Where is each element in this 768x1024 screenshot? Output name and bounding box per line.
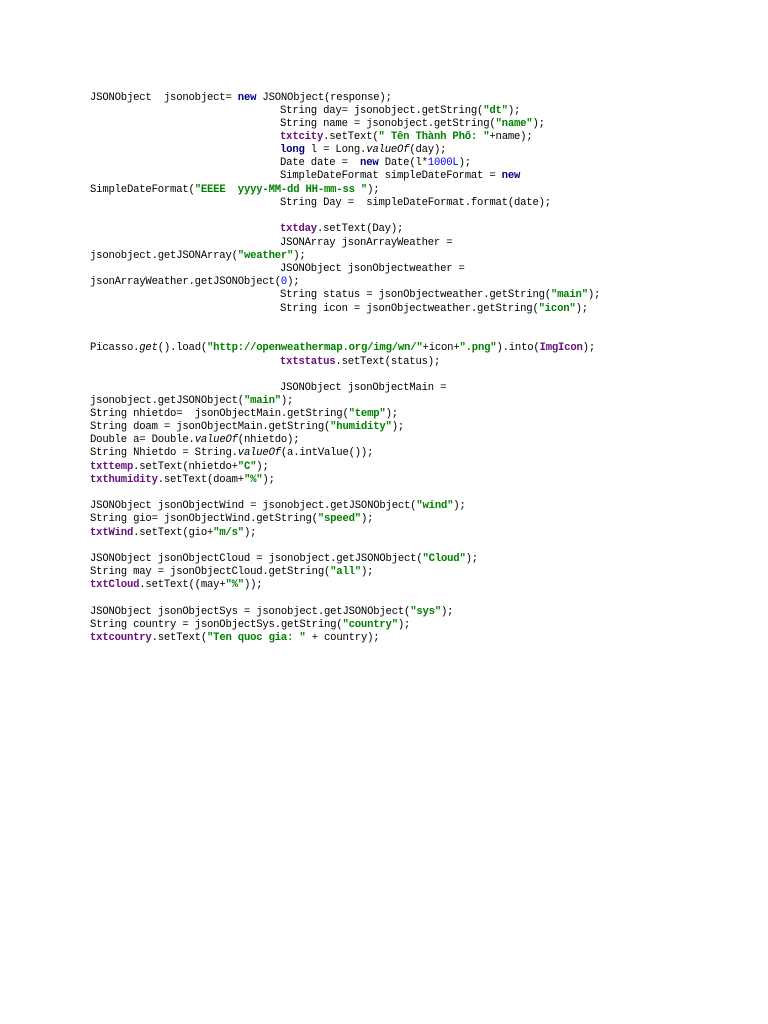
code-line: [90, 434, 299, 447]
code-token: + country);: [305, 632, 380, 644]
code-token: txthumidity: [90, 474, 158, 486]
code-token: .setText(: [151, 632, 207, 644]
code-token: long: [280, 144, 305, 156]
code-line: [280, 382, 446, 395]
code-token: );: [397, 619, 411, 631]
code-token: );: [262, 474, 275, 486]
code-token: JSONObject(response);: [256, 92, 392, 104]
code-token: (day);: [409, 144, 447, 156]
code-token: String may = jsonObjectCloud.getString(: [90, 566, 331, 578]
code-line: [90, 500, 466, 513]
code-token: "all": [330, 566, 361, 578]
code-token: "sys": [410, 606, 441, 618]
code-token: "wind": [416, 500, 454, 512]
code-token: txtcity: [280, 131, 324, 143]
code-line: [90, 92, 392, 105]
code-token: "speed": [317, 513, 361, 525]
code-token: );: [465, 553, 478, 565]
code-line: [280, 118, 545, 131]
code-token: JSONObject jsonObjectMain =: [280, 382, 447, 394]
code-token: .setText(: [323, 131, 379, 143]
code-token: "http://openweathermap.org/img/wn/": [207, 342, 423, 354]
code-token: .setText(nhietdo+: [133, 461, 238, 473]
code-token: );: [440, 606, 454, 618]
code-token: (a.intValue());: [280, 447, 374, 459]
code-token: JSONObject jsonObjectweather =: [280, 263, 465, 275]
code-token: SimpleDateFormat simpleDateFormat =: [280, 170, 502, 182]
code-token: new: [360, 157, 379, 169]
code-token: );: [360, 513, 374, 525]
code-line: [90, 474, 275, 487]
code-token: valueOf: [194, 434, 238, 446]
code-line: [280, 263, 465, 276]
code-token: "main": [550, 289, 588, 301]
code-token: txtWind: [90, 527, 134, 539]
code-line: [90, 408, 398, 421]
code-line: [90, 421, 404, 434]
code-token: );: [575, 303, 588, 315]
code-token: "%": [243, 474, 263, 486]
code-token: .setText(doam+: [157, 474, 244, 486]
code-token: ".png": [459, 342, 497, 354]
code-token: );: [391, 421, 405, 433]
code-token: .setText(Day);: [316, 223, 404, 235]
code-token: SimpleDateFormat(: [90, 184, 195, 196]
code-token: "weather": [237, 250, 294, 262]
code-line: [90, 579, 262, 592]
code-token: valueOf: [237, 447, 281, 459]
code-line: [90, 566, 373, 579]
code-line: [90, 342, 595, 355]
code-token: ).into(: [496, 342, 540, 354]
code-token: String gio= jsonObjectWind.getString(: [90, 513, 318, 525]
code-token: JSONObject jsonobject=: [90, 92, 238, 104]
code-token: new: [501, 170, 521, 182]
code-line: [280, 237, 452, 250]
code-token: jsonArrayWeather.getJSONObject(: [90, 276, 281, 288]
code-token: l = Long.: [304, 144, 367, 156]
code-token: "Ten quoc gia: ": [207, 632, 306, 644]
code-token: );: [367, 184, 380, 196]
code-token: "humidity": [330, 421, 392, 433]
code-line: [280, 105, 520, 118]
code-token: Double a= Double.: [90, 434, 195, 446]
code-token: txtstatus: [280, 356, 336, 368]
code-line: [280, 356, 440, 369]
code-line: [280, 131, 532, 144]
code-line: [280, 157, 471, 170]
code-token: "C": [237, 461, 257, 473]
code-token: Date date =: [280, 157, 361, 169]
code-line: [90, 606, 453, 619]
code-token: );: [280, 395, 294, 407]
code-token: String Nhietdo = String.: [90, 447, 238, 459]
code-token: +icon+: [422, 342, 460, 354]
code-token: String name = jsonobject.getString(: [280, 118, 496, 130]
code-token: );: [385, 408, 398, 420]
code-token: );: [360, 566, 374, 578]
code-token: txtcountry: [90, 632, 152, 644]
code-line: [90, 250, 306, 263]
code-token: "%": [225, 579, 244, 591]
code-token: jsonobject.getJSONObject(: [90, 395, 244, 407]
code-line: [90, 619, 410, 632]
code-line: [90, 461, 269, 474]
code-token: "dt": [483, 105, 508, 117]
code-token: JSONArray jsonArrayWeather =: [280, 237, 453, 249]
code-token: );: [293, 250, 306, 262]
code-token: ().load(: [157, 342, 208, 354]
code-line: [280, 289, 600, 302]
code-token: "icon": [538, 303, 576, 315]
code-token: "main": [243, 395, 281, 407]
code-token: txtCloud: [90, 579, 140, 591]
code-line: [90, 447, 373, 460]
code-token: get: [139, 342, 158, 354]
code-token: );: [532, 118, 545, 130]
code-token: " Tên Thành Phố: ": [378, 131, 490, 143]
code-line: [280, 144, 446, 157]
code-token: txttemp: [90, 461, 134, 473]
code-token: "Cloud": [422, 553, 466, 565]
code-token: Date(l*: [378, 157, 428, 169]
code-token: String country = jsonObjectSys.getString(: [90, 619, 343, 631]
code-token: );: [458, 157, 471, 169]
code-token: "m/s": [213, 527, 244, 539]
code-token: JSONObject jsonObjectSys = jsonobject.getJSONObject(: [90, 606, 411, 618]
code-token: String nhietdo= jsonObjectMain.getString(: [90, 408, 349, 420]
code-token: );: [587, 289, 601, 301]
code-line: [90, 632, 379, 645]
code-token: );: [287, 276, 300, 288]
code-token: Picasso.: [90, 342, 140, 354]
code-token: );: [243, 527, 257, 539]
code-token: valueOf: [366, 144, 410, 156]
code-line: [90, 184, 379, 197]
code-token: JSONObject jsonObjectWind = jsonobject.getJSONObject(: [90, 500, 417, 512]
code-line: [90, 395, 293, 408]
code-line: [90, 513, 373, 526]
code-token: "temp": [348, 408, 386, 420]
code-line: [280, 303, 588, 316]
code-token: .setText((may+: [139, 579, 226, 591]
code-line: [280, 197, 551, 210]
code-token: );: [582, 342, 595, 354]
code-token: jsonobject.getJSONArray(: [90, 250, 238, 262]
code-token: new: [237, 92, 257, 104]
code-line: [280, 223, 403, 236]
code-token: String doam = jsonObjectMain.getString(: [90, 421, 331, 433]
code-token: +name);: [489, 131, 533, 143]
code-line: [90, 276, 299, 289]
code-token: );: [256, 461, 269, 473]
code-token: (nhietdo);: [237, 434, 300, 446]
code-token: String day= jsonobject.getString(: [280, 105, 484, 117]
code-token: ));: [243, 579, 263, 591]
code-token: "EEEE yyyy-MM-dd HH-mm-ss ": [194, 184, 368, 196]
code-token: "name": [495, 118, 533, 130]
code-token: 1000L: [427, 157, 459, 169]
code-line: [90, 527, 256, 540]
code-token: 0: [280, 276, 288, 288]
code-token: String Day = simpleDateFormat.format(date);: [280, 197, 551, 209]
code-token: String icon = jsonObjectweather.getString(: [280, 303, 539, 315]
code-token: txtday: [280, 223, 317, 235]
code-token: );: [507, 105, 521, 117]
code-token: "country": [342, 619, 398, 631]
code-token: .setText(gio+: [133, 527, 214, 539]
code-line: [90, 553, 478, 566]
code-token: String status = jsonObjectweather.getString(: [280, 289, 551, 301]
code-token: .setText(status);: [335, 356, 441, 368]
code-token: JSONObject jsonObjectCloud = jsonobject.getJSONObject(: [90, 553, 423, 565]
code-line: [280, 170, 520, 183]
code-token: );: [453, 500, 466, 512]
code-token: ImgIcon: [539, 342, 583, 354]
